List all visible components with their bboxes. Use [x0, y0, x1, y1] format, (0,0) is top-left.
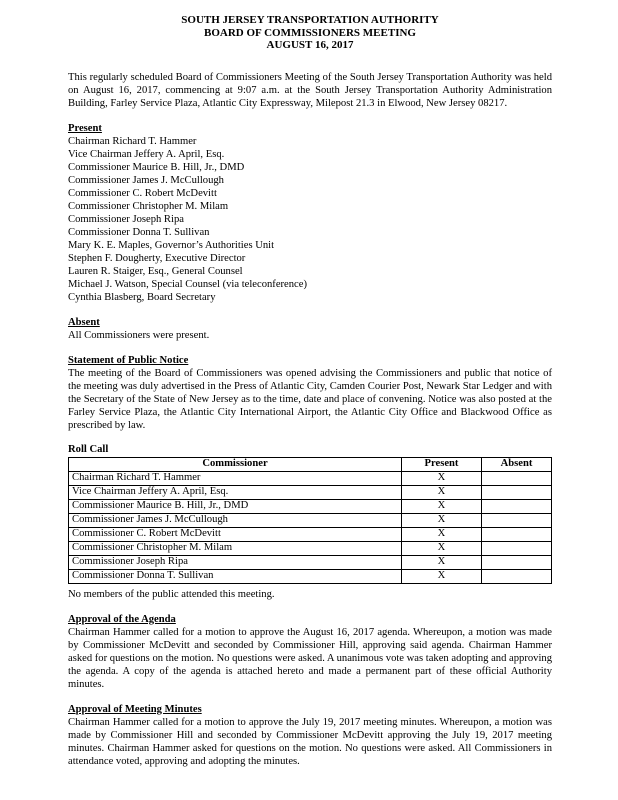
present-item: Mary K. E. Maples, Governor’s Authorities Unit [68, 239, 275, 251]
absent-section [68, 316, 552, 342]
present-cell: X [402, 541, 482, 555]
absent-cell [482, 541, 552, 555]
present-section [68, 122, 552, 304]
present-item: Commissioner James J. McCullough [68, 174, 224, 186]
absent-cell [482, 527, 552, 541]
public-notice-heading: Statement of Public Notice [68, 354, 189, 366]
absent-cell [482, 485, 552, 499]
header-meeting-title: BOARD OF COMMISSIONERS MEETING [204, 26, 416, 39]
header-meeting-date: AUGUST 16, 2017 [266, 39, 354, 51]
commissioner-cell: Commissioner Christopher M. Milam [69, 541, 402, 555]
agenda-section [68, 613, 552, 691]
present-item: Michael J. Watson, Special Counsel (via teleconference) [68, 278, 307, 290]
table-row [69, 527, 552, 541]
absent-cell [482, 499, 552, 513]
absent-cell [482, 569, 552, 583]
table-row [69, 471, 552, 485]
minutes-text: Chairman Hammer called for a motion to approve the July 19, 2017 meeting minutes. Whereupon, a motion was made by Commissioner Hill and seconded by Commissioner McDevitt approving the July 19, 2017 meeting minutes. Chairman Hammer asked for questions on the motion. No questions were asked. All Commissioners in attendance voted, approving and adopting the minutes. [68, 716, 552, 767]
present-item: Commissioner Joseph Ripa [68, 213, 184, 225]
present-cell: X [402, 555, 482, 569]
present-item: Stephen F. Dougherty, Executive Director [68, 252, 246, 264]
present-cell: X [402, 569, 482, 583]
present-item: Commissioner Donna T. Sullivan [68, 226, 210, 238]
present-list [68, 135, 552, 304]
roll-call-section [68, 443, 552, 601]
absent-cell [482, 555, 552, 569]
present-item: Vice Chairman Jeffery A. April, Esq. [68, 148, 225, 160]
table-row [69, 499, 552, 513]
minutes-heading: Approval of Meeting Minutes [68, 703, 202, 715]
header-authority-name: SOUTH JERSEY TRANSPORTATION AUTHORITY [181, 14, 439, 26]
column-header-commissioner: Commissioner [69, 457, 402, 471]
public-attendance-note: No members of the public attended this meeting. [68, 588, 275, 600]
present-cell: X [402, 513, 482, 527]
absent-cell [482, 513, 552, 527]
commissioner-cell: Commissioner Donna T. Sullivan [69, 569, 402, 583]
commissioner-cell: Commissioner Joseph Ripa [69, 555, 402, 569]
roll-call-heading: Roll Call [68, 443, 109, 455]
roll-call-table [68, 457, 552, 584]
agenda-text: Chairman Hammer called for a motion to approve the August 16, 2017 agenda. Whereupon, a motion was made by Commissioner McDevitt and seconded by Commissioner Hill, approving said agenda. Chairman Hammer asked for questions on the motion. No questions were asked. A unanimous vote was taken adopting and approving the agenda. A copy of the agenda is attached hereto and made a permanent part of these official Authority minutes. [68, 626, 552, 690]
present-cell: X [402, 499, 482, 513]
present-cell: X [402, 471, 482, 485]
absent-text: All Commissioners were present. [68, 329, 210, 341]
present-heading: Present [68, 122, 102, 134]
present-cell: X [402, 485, 482, 499]
commissioner-cell: Chairman Richard T. Hammer [69, 471, 402, 485]
commissioner-cell: Vice Chairman Jeffery A. April, Esq. [69, 485, 402, 499]
table-row [69, 569, 552, 583]
commissioner-cell: Commissioner C. Robert McDevitt [69, 527, 402, 541]
intro-paragraph: This regularly scheduled Board of Commissioners Meeting of the South Jersey Transportation Authority was held on August 16, 2017, commencing at 9:07 a.m. at the South Jersey Transportation Authority Administration Building, Farley Service Plaza, Atlantic City Expressway, Milepost 21.3 in Elwood, New Jersey 08217. [68, 71, 552, 109]
present-item: Commissioner Maurice B. Hill, Jr., DMD [68, 161, 245, 173]
absent-heading: Absent [68, 316, 100, 328]
present-item: Commissioner Christopher M. Milam [68, 200, 229, 212]
present-item: Cynthia Blasberg, Board Secretary [68, 291, 216, 303]
table-row [69, 555, 552, 569]
present-item: Commissioner C. Robert McDevitt [68, 187, 217, 199]
absent-cell [482, 471, 552, 485]
table-row [69, 485, 552, 499]
commissioner-cell: Commissioner James J. McCullough [69, 513, 402, 527]
table-header-row [69, 457, 552, 471]
column-header-present: Present [402, 457, 482, 471]
column-header-absent: Absent [482, 457, 552, 471]
table-row [69, 513, 552, 527]
agenda-heading: Approval of the Agenda [68, 613, 176, 625]
public-notice-text: The meeting of the Board of Commissioners was opened advising the Commissioners and public that notice of the meeting was duly advertised in the Press of Atlantic City, Camden Courier Post, Newark Star Ledger and with the Secretary of the State of New Jersey as to the time, date and place of convening. Notice was also posted at the Farley Service Plaza, the Atlantic City International Airport, the Atlantic City Office and Blackwood Office as prescribed by law. [68, 367, 552, 431]
document-header [68, 14, 552, 52]
minutes-section [68, 703, 552, 768]
present-cell: X [402, 527, 482, 541]
public-notice-section [68, 354, 552, 432]
commissioner-cell: Commissioner Maurice B. Hill, Jr., DMD [69, 499, 402, 513]
table-row [69, 541, 552, 555]
present-item: Lauren R. Staiger, Esq., General Counsel [68, 265, 243, 277]
present-item: Chairman Richard T. Hammer [68, 135, 197, 147]
